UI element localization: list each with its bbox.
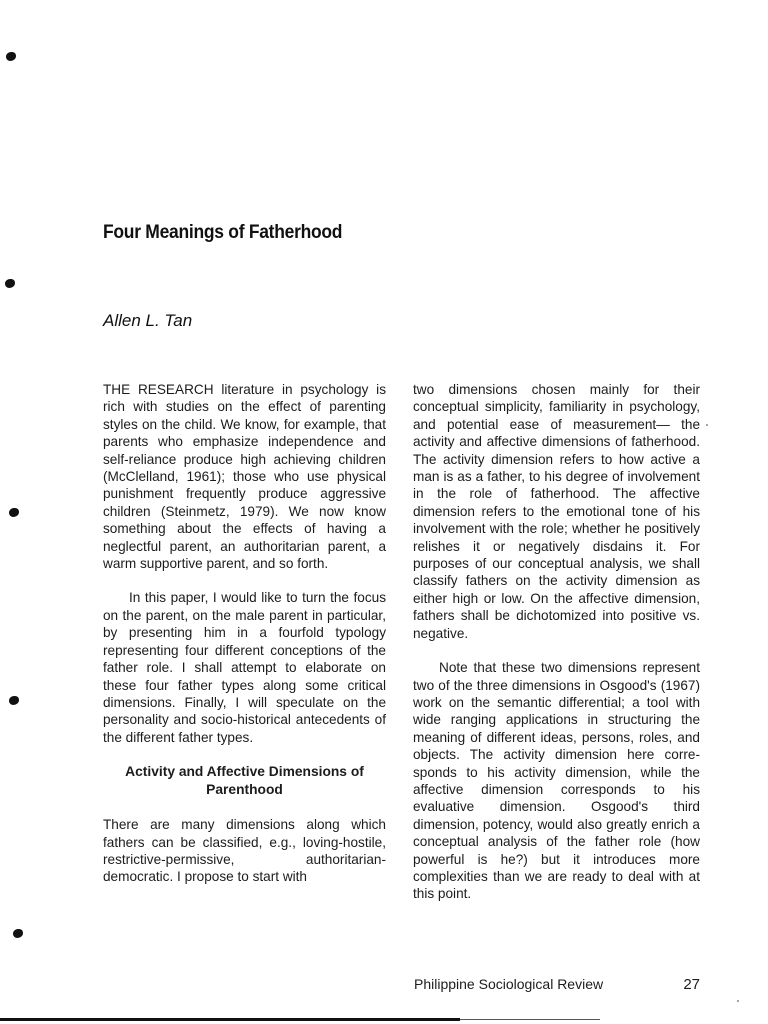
left-column — [103, 381, 386, 886]
paragraph: Note that these two dimensions represent two of the three dimensions in Osgood's (1967) work on the semantic differential; a tool with wide ranging applications in structuring the meaning of different ideas, persons, roles, and objects. The activity dimension here corresponds to his activity dimension, while the affective dimension corresponds to his evaluative dimension. Osgood's third dimension, potency, would also greatly enrich a conceptual analysis of the father role (how powerful is he?) but it introduces more complexities than we are ready to deal with at this point. — [413, 660, 700, 902]
paragraph: There are many dimensions along which fathers can be classified, e.g., loving-hostile, restrictive-permissive, authoritarian-democratic. I propose to start with — [103, 817, 386, 885]
scan-speck — [737, 1000, 739, 1002]
bottom-rule — [460, 1019, 600, 1020]
journal-name: Philippine Sociological Review — [414, 976, 604, 992]
punch-hole-mark — [9, 508, 19, 517]
punch-hole-mark — [6, 52, 16, 61]
right-column — [413, 381, 700, 903]
scan-speck — [706, 424, 708, 426]
paragraph: two dimensions chosen mainly for their conceptual simplicity, familiarity in psychology, and potential ease of measurement— the activity and affective dimensions of fatherhood. The activity dimension refers to how active a man is as a father, to his degree of involvement in the role of fatherhood. The affective dimension refers to the emotional tone of his involvement with the role; whether he positively relishes it or negatively disdains it. For purposes of our conceptual analysis, we shall classify fathers on the activity dimension as either high or low. On the affective dimension, fathers shall be dichotomized into positive vs. negative. — [413, 382, 700, 641]
article-title: Four Meanings of Fatherhood — [103, 222, 343, 243]
paragraph: In this paper, I would like to turn the focus on the parent, on the male parent in particular, by presenting him in a fourfold typology representing four different conceptions of the father role. I shall attempt to elaborate on these four father types along some critical dimensions. Finally, I will speculate on the personality and socio-historical antecedents of the different father types. — [103, 590, 386, 745]
punch-hole-mark — [9, 696, 19, 705]
author-name: Allen L. Tan — [103, 311, 193, 330]
section-heading: Activity and Affective Dimensions of Parenthood — [125, 764, 364, 798]
punch-hole-mark — [5, 279, 15, 288]
bottom-rule — [0, 1018, 460, 1021]
punch-hole-mark — [13, 929, 23, 938]
page-number: 27 — [683, 976, 700, 993]
paragraph: THE RESEARCH literature in psychology is rich with studies on the effect of parenting styles on the child. We know, for example, that parents who emphasize independence and self-reliance produce high achieving children (McClelland, 1961); those who use physical punishment frequently produce aggressive children (Steinmetz, 1979). We now know something about the effects of having a neglectful parent, an authoritarian parent, a warm supportive parent, and so forth. — [103, 382, 386, 572]
page-footer — [414, 976, 700, 993]
